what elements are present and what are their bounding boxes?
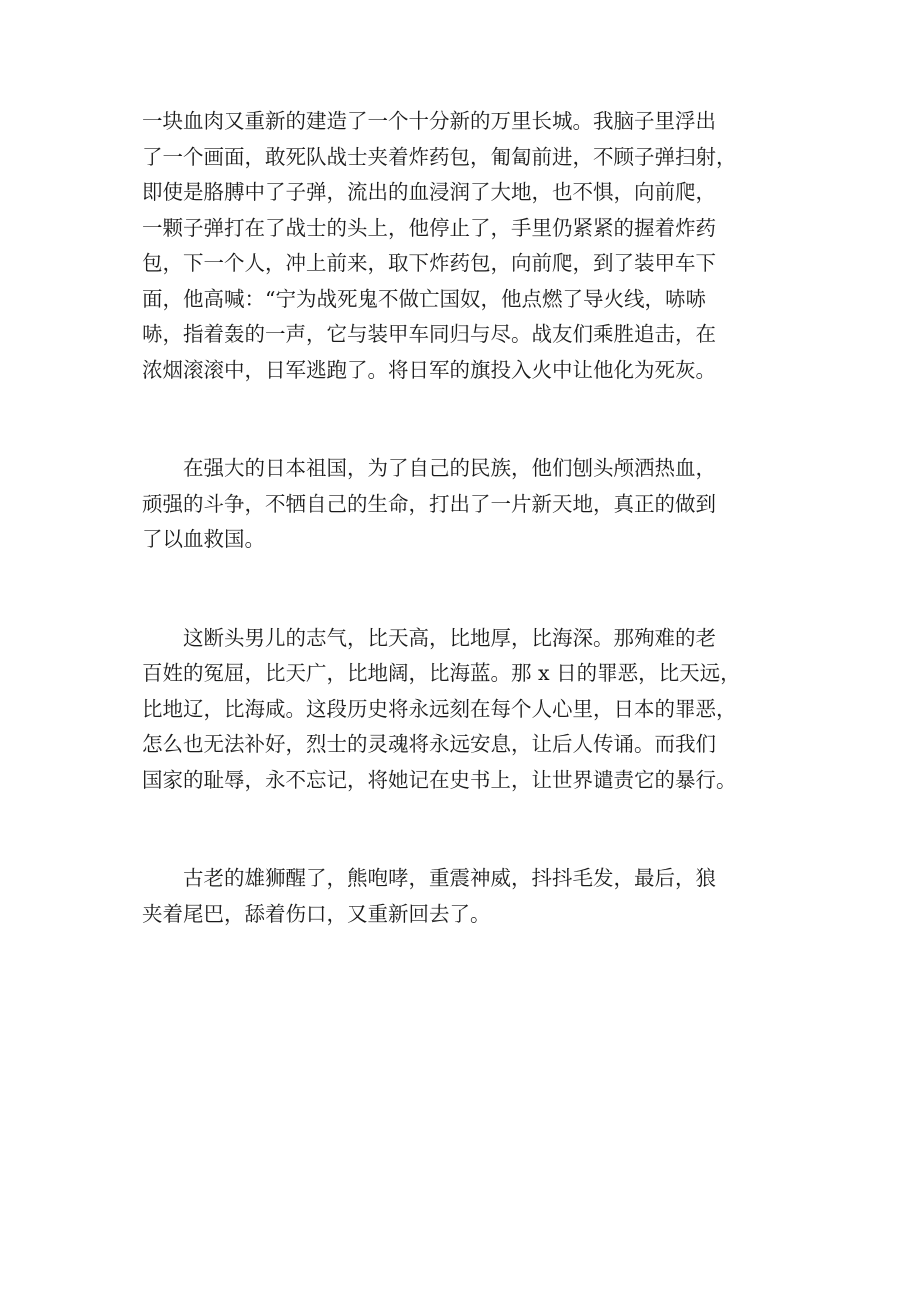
text-line: 怎么也无法补好，烈士的灵魂将永远安息，让后人传诵。而我们 (142, 732, 716, 756)
text-line: 夹着尾巴，舔着伤口，又重新回去了。 (142, 901, 491, 926)
document-body (142, 104, 802, 932)
text-line: 包，下一个人，冲上前来，取下炸药包，向前爬，到了装甲车下 (142, 251, 716, 275)
text-line: 面，他高喊：“宁为战死鬼不做亡国奴，他点燃了导火线，哧哧 (142, 286, 706, 311)
text-line: 比地辽，比海咸。这段历史将永远刻在每个人心里，日本的罪恶， (142, 696, 737, 721)
text-line: 了以血救国。 (142, 527, 265, 551)
paragraph-3 (142, 621, 802, 799)
text-line: 顽强的斗争，不牺自己的生命，打出了一片新天地，真正的做到 (142, 491, 716, 516)
text-line: 哧，指着轰的一声，它与装甲车同归与尽。战友们乘胜追击，在 (142, 322, 716, 346)
paragraph-1 (142, 104, 802, 388)
text-line: 古老的雄狮醒了，熊咆哮，重震神威，抖抖毛发，最后，狼 (142, 866, 716, 890)
text-line: 百姓的冤屈，比天广，比地阔，比海蓝。那 x 日的罪恶，比天远， (142, 661, 741, 685)
text-line: 国家的耻辱，永不忘记，将她记在史书上，让世界谴责它的暴行。 (142, 767, 737, 792)
paragraph-spacer (142, 388, 802, 451)
paragraph-4 (142, 861, 802, 932)
paragraph-spacer (142, 558, 802, 621)
text-line: 这断头男儿的志气，比天高，比地厚，比海深。那殉难的老 (142, 625, 716, 650)
text-line: 在强大的日本祖国，为了自己的民族，他们刨头颅洒热血， (142, 456, 716, 480)
paragraph-2 (142, 451, 802, 558)
text-line: 即使是胳膊中了子弹，流出的血浸润了大地，也不惧，向前爬， (142, 180, 716, 204)
text-line: 一颗子弹打在了战士的头上，他停止了，手里仍紧紧的握着炸药 (142, 215, 716, 240)
text-line: 浓烟滚滚中，日军逃跑了。将日军的旗投入火中让他化为死灰。 (142, 357, 716, 382)
paragraph-spacer (142, 798, 802, 861)
text-line: 了一个画面，敢死队战士夹着炸药包，匍匐前进，不顾子弹扫射， (142, 144, 737, 169)
text-line: 一块血肉又重新的建造了一个十分新的万里长城。我脑子里浮出 (142, 109, 716, 133)
